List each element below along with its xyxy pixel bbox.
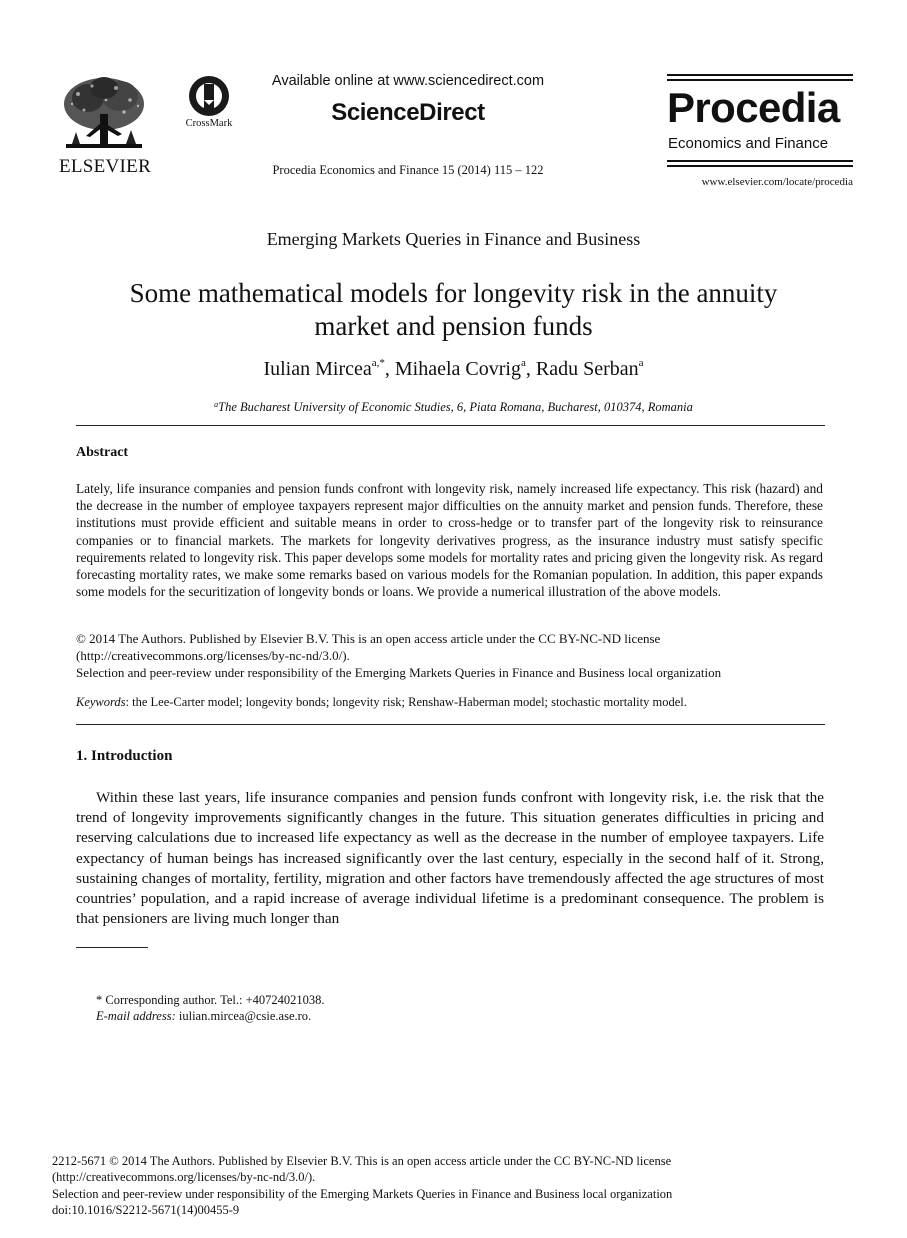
procedia-top-rule-2: [667, 79, 853, 81]
affiliation: [80, 400, 827, 415]
footer-issn-copyright: 2212-5671 © 2014 The Authors. Published by Elsevier B.V. This is an open access article under the CC BY-NC-ND license: [52, 1154, 672, 1168]
copyright-block: [76, 630, 823, 681]
elsevier-tree-icon: [58, 74, 150, 156]
procedia-title: Procedia: [667, 84, 840, 131]
selection-statement: Selection and peer-review under responsibility of the Emerging Markets Queries in Finance and Business local organization: [76, 665, 722, 680]
paper-title-line-2: market and pension funds: [314, 311, 593, 341]
abstract-body: Lately, life insurance companies and pension funds confront with longevity risk, namely increased life expectancy. This risk (hazard) and the decrease in the number of employee taxpayers represent major difficulties on the annuity market and pension funds. Therefore, these institutions must provide efficient and suitable means in order to cross-hedge or to transfer part of the longevity risk to reinsurance companies or to financial markets. The markets for longevity derivatives progress, as the insurance industry must satisfy specific requirements related to longevity risk. This paper develops some models for mortality rates and pricing given the longevity risk. As regard forecasting mortality rates, we make some remarks based on various models for the Romanian population. In addition, this paper expands some models for the securitization of longevity bonds or loans. We provide a numerical illustration of the above models.: [76, 481, 823, 600]
author-mark: a: [638, 357, 644, 369]
abstract-heading: Abstract: [76, 445, 129, 460]
author-name: Mihaela Covrig: [394, 358, 521, 380]
crossmark-icon: [178, 74, 240, 118]
journal-reference: Procedia Economics and Finance 15 (2014) 115 – 122: [272, 163, 544, 177]
divider-bottom: [76, 724, 825, 725]
license-link[interactable]: (http://creativecommons.org/licenses/by-nc-nd/3.0/).: [76, 648, 350, 663]
author-separator: ,: [384, 358, 395, 380]
procedia-bottom-rule-2: [667, 165, 853, 167]
crossmark-label: CrossMark: [185, 118, 233, 129]
email-label: E-mail address:: [96, 1009, 176, 1023]
introduction-heading: 1. Introduction: [76, 748, 173, 764]
conference-name: Emerging Markets Queries in Finance and Business: [266, 229, 641, 249]
footnote-rule: [76, 947, 148, 948]
elsevier-logo: [56, 74, 154, 178]
page-footer: [52, 1153, 852, 1218]
author-separator: ,: [525, 358, 536, 380]
procedia-url[interactable]: www.elsevier.com/locate/procedia: [701, 176, 853, 188]
copyright-line: © 2014 The Authors. Published by Elsevier B.V. This is an open access article under the CC BY-NC-ND license: [76, 631, 661, 646]
introduction-body: Within these last years, life insurance companies and pension funds confront with longevity risk, i.e. the risk that the trend of longevity improvements significantly changes in the future. This situation generates difficulties in pricing and reserving calculations due to increased life expectancy as well as the decrease in the number of employee taxpayers. Life expectancy of human beings has increased significantly over the last century, especially in the second half of it. Strong, sustaining changes of mortality, fertility, migration and other factors have tremendously affected the age structures of most countries’ population, and a rapid increase of average individual lifetime is a predominant consequence. The problem is that pensioners are living much longer than: [76, 789, 824, 928]
keywords-label: Keywords: [76, 695, 126, 709]
affiliation-mark: a: [214, 400, 219, 409]
author-name: Iulian Mircea: [263, 358, 372, 380]
author-mark: a: [520, 357, 526, 369]
author-mark: a,*: [371, 357, 385, 369]
email-address[interactable]: iulian.mircea@csie.ase.ro.: [175, 1009, 312, 1023]
procedia-logo: [667, 74, 853, 194]
author-name: Radu Serban: [535, 358, 639, 380]
paper-title: [80, 277, 827, 343]
keywords-list: : the Lee-Carter model; longevity bonds; longevity risk; Renshaw-Haberman model; stochastic mortality model.: [125, 695, 687, 709]
author-list: [80, 358, 827, 381]
affiliation-text: The Bucharest University of Economic Studies, 6, Piata Romana, Bucharest, 010374, Romania: [218, 400, 693, 414]
crossmark-badge[interactable]: [178, 74, 240, 134]
procedia-bottom-rule: [667, 160, 853, 162]
procedia-subtitle: Economics and Finance: [668, 135, 829, 152]
email-note: [96, 1008, 311, 1024]
footer-license-link[interactable]: (http://creativecommons.org/licenses/by-nc-nd/3.0/).: [52, 1170, 316, 1185]
corresponding-author-note: * Corresponding author. Tel.: +40724021038.: [96, 993, 325, 1007]
keywords: [76, 694, 823, 710]
sciencedirect-brand: ScienceDirect: [331, 99, 485, 126]
footer-selection: Selection and peer-review under responsibility of the Emerging Markets Queries in Finance and Business local organization: [52, 1186, 673, 1201]
footer-doi[interactable]: doi:10.1016/S2212-5671(14)00455-9: [52, 1202, 240, 1217]
paper-title-line-1: Some mathematical models for longevity risk in the annuity: [129, 278, 778, 308]
elsevier-wordmark: ELSEVIER: [58, 156, 152, 177]
divider-top: [76, 425, 825, 426]
available-online-text[interactable]: Available online at www.sciencedirect.com: [271, 73, 545, 89]
procedia-top-rule: [667, 74, 853, 76]
